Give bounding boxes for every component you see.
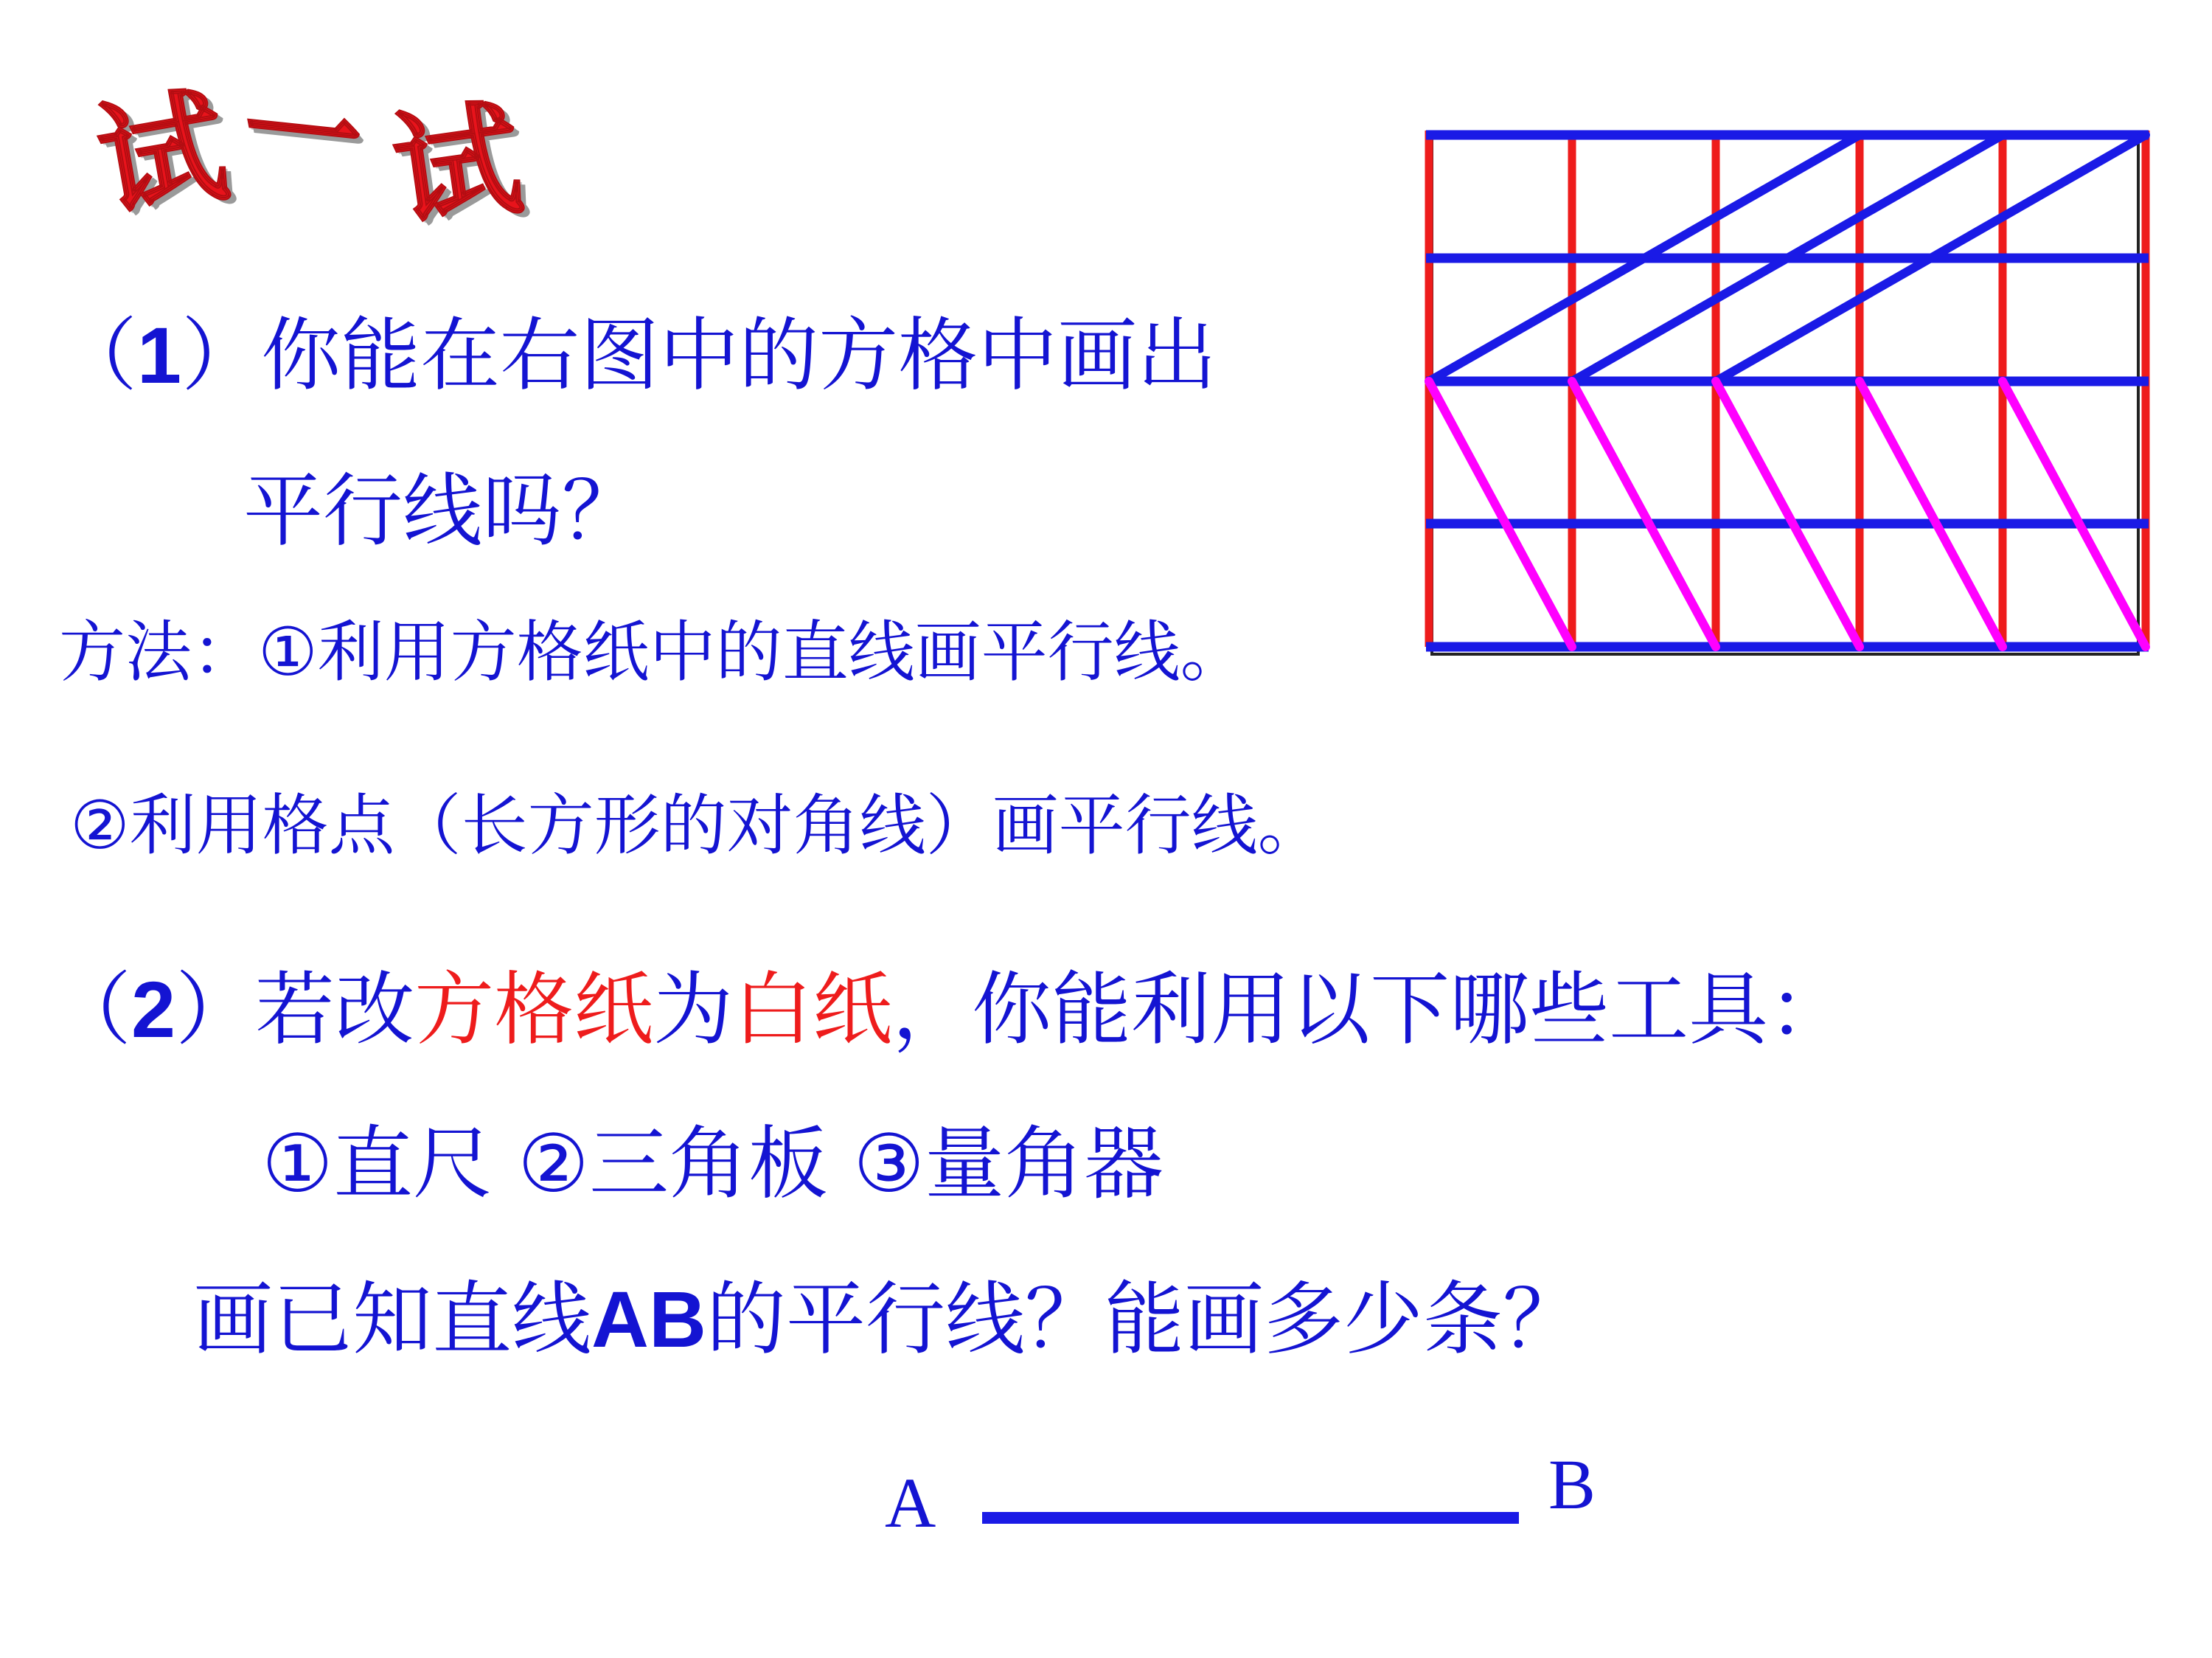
method-1-text: ①利用方格纸中的直线画平行线。 [258, 614, 1247, 691]
part2-ask-text-a: 画已知直线 [193, 1274, 592, 1366]
segment-ab [973, 1505, 1534, 1534]
grid-vertical-lines [1429, 131, 2146, 647]
part2-open-paren: （ [52, 964, 132, 1056]
magenta-diagonal-4 [1860, 381, 2003, 647]
title-char-1: 试 [87, 71, 237, 239]
method-label: 方法： [59, 614, 258, 691]
part1-number: 1 [137, 311, 182, 400]
part2-close-paren: ） [175, 964, 256, 1056]
part2-text-b: 为 [653, 964, 734, 1056]
point-b-label: B [1548, 1445, 1596, 1524]
grid-diagram [1416, 122, 2168, 667]
magenta-diagonal-3 [1716, 381, 1860, 647]
part2-text-a: 若改 [255, 964, 415, 1056]
part1-open-paren: （ [58, 310, 138, 402]
part1-question-line2: 平行线吗？ [243, 465, 642, 558]
part2-number: 2 [131, 965, 176, 1054]
grid-magenta-diagonals [1429, 381, 2146, 647]
title-char-2: 一 [236, 61, 369, 212]
magenta-diagonal-1 [1429, 381, 1572, 647]
title-char-3: 试 [384, 84, 530, 248]
part2-ask-ab: AB [591, 1274, 707, 1364]
point-a-label: A [885, 1463, 936, 1542]
slide-title [87, 61, 571, 262]
part1-question-line1 [58, 310, 1217, 402]
part2-question-line1 [52, 964, 1848, 1056]
part2-text-c: ，你能利用以下哪些工具： [892, 964, 1848, 1056]
part2-tools-line: ①直尺 ②三角板 ③量角器 [262, 1118, 1164, 1210]
magenta-diagonal-2 [1572, 381, 1716, 647]
part2-ask-text-b: 的平行线？能画多少条？ [706, 1274, 1583, 1366]
method-line-2: ②利用格点（长方形的对角线）画平行线。 [70, 787, 1324, 864]
part2-highlight-white-paper: 白纸 [733, 964, 893, 1056]
part1-question-text: 你能在右图中的方格中画出 [261, 310, 1217, 402]
part2-ask-line [193, 1274, 1583, 1366]
method-line-1 [59, 614, 1247, 691]
part1-close-paren: ） [181, 310, 262, 402]
magenta-diagonal-5 [2003, 381, 2146, 647]
part2-highlight-grid-paper: 方格纸 [414, 964, 654, 1056]
